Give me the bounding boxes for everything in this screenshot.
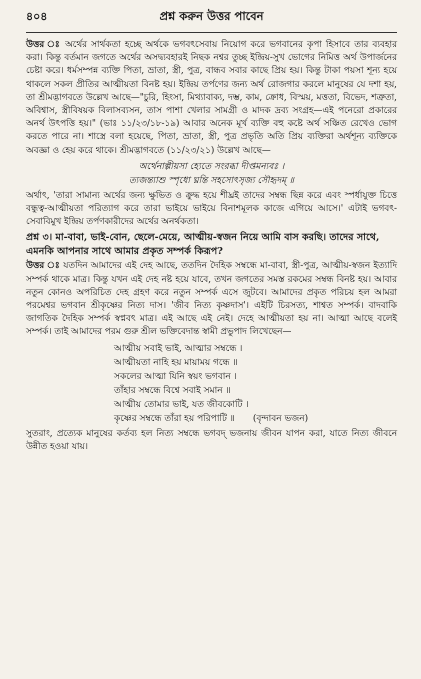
sanskrit-verse — [26, 160, 397, 188]
poem-line: তাঁহার সম্বন্ধে বিশ্বে সবাই সমান ॥ — [114, 385, 231, 396]
sanskrit-line-2: ত্যজন্ত্যাশু স্পৃধো ঘ্নন্তি সহসোৎসৃজ্য সৌহৃদম্ ॥ — [128, 175, 295, 186]
poem-line: আত্মীয়তা নাহি হয় মায়াময় গন্ধে ॥ — [114, 357, 238, 368]
poem-line: আত্মীয় তোমার ভাই, যত জীবকোটি । — [114, 399, 249, 410]
answer-paragraph-3 — [26, 260, 397, 339]
answer-text: অর্থের সার্থকতা হচ্ছে অর্থকে ভগবৎসেবায় নিয়োগ করে ভগবানের কৃপা হিসাবে তার ব্যবহার করা। কিন্তু বর্তমান জগতে অর্থের অসদ্ব্যবহারই নিছক নশ্বর তুচ্ছ ইন্দ্রিয়-সুখ ভোগের নিমিত্ত অর্থ উপার্জনের চেষ্টা করে। ধর্মসম্পন্ন ব্যক্তি পিতা, ভ্রাতা, স্ত্রী, পুত্র, বান্ধব সবার কাছে প্রিয় হয়। কিন্তু টাকা পয়সা শূন্য হয়ে থাকলে সকল প্রীতির আত্মীয়তা বিনষ্ট হয়। ইন্দ্রিয় তর্পণের জন্য অর্থ রোজগার করলে মানুষের যে দশা হয়, তা শ্রীমদ্ভাগবতে উল্লেখ আছে—"চুরি, হিংসা, মিথ্যাবাক্য, দম্ভ, কাম, ক্রোধ, বিস্ময়, মত্ততা, বিভেদ, শত্রুতা, অবিশ্বাস, স্ত্রীবিষয়ক বিলাসব্যসন, তাস পাশা খেলার সামগ্রী ও মাদক দ্রব্য সংগ্রহ—এই পনেরো প্রকারের অনর্থ উৎপত্তি হয়।" (ভাঃ ১১/২৩/১৮-১৯) আবার অনেক মূর্খ ব্যক্তি বহু কষ্টে অর্থ সঞ্চিত রেখেও ভোগ করতে পারে না। শাস্ত্রে বলা হয়েছে, পিতা, ভ্রাতা, স্ত্রী, পুত্র প্রভৃতি অতি প্রিয় ব্যক্তিরা অর্থশূন্য ব্যক্তিকে অবজ্ঞা ও হেয় করে থাকে। শ্রীমদ্ভাগবতে (১১/২৩/২১) উল্লেখ আছে— — [26, 40, 397, 156]
poem-line — [114, 412, 397, 426]
poem-line: সকলের আত্মা যিনি স্বয়ং ভগবান । — [114, 371, 237, 382]
page-number: ৪০৪ — [26, 10, 48, 23]
conclusion-paragraph: সুতরাং, প্রত্যেক মানুষের কর্তব্য হল নিত্য সম্বন্ধে ভগবদ্ ভজনায় জীবন যাপন করা, যাতে নিত্য জীবনে উন্নীত হওয়া যায়। — [26, 428, 397, 452]
poem-line: আত্মীয় সবাই ভাই, আত্মার সম্বন্ধে । — [114, 343, 243, 354]
translation-paragraph: অর্থাৎ, 'তারা সামান্য অর্থের জন্য ক্ষুভিত ও ক্রুদ্ধ হয়ে শীঘ্রই তাদের সম্বন্ধ ছিন্ন করে এবং স্পর্ধাযুক্ত চিত্তে বন্ধুত্ব-আত্মীয়তা পরিত্যাগ করে তারা ভাইয়ে ভাইয়ে বিনাশমূলক কাজে এগিয়ে আসে।' এটাই ভগবৎ-সেবাবিমুখ ইন্দ্রিয় তর্পণকারীদের অর্থের অনর্থকতা। — [26, 190, 397, 228]
poem-source: (বৃন্দাবন ভজন) — [252, 413, 309, 424]
page-header — [26, 8, 397, 30]
sanskrit-line-1: অর্থেনাল্পীয়সা হ্যেতে সংরব্ধা দীপ্তমন্যবঃ । — [138, 161, 285, 172]
answer-text: যতদিন আমাদের এই দেহ আছে, ততদিন দৈহিক সম্বন্ধে মা-বাবা, স্ত্রী-পুত্র, আত্মীয়-স্বজন ইত্যাদি সম্পর্ক থাকে মাত্র। কিন্তু যখন এই দেহ নষ্ট হয়ে যাবে, তখন জগতের সমস্ত রকমের সম্বন্ধ বিনষ্ট হয়। আবার নতুন কোনও অপরিচিত দেহ গ্রহণ করে নতুন সম্পর্ক এসে জুটবে। আমাদের প্রকৃত পরিচয় হল আমরা পরমেশ্বর ভগবান শ্রীকৃষ্ণের নিত্য দাস। 'জীব নিত্য কৃষ্ণদাস'। এইটি চিরসত্য, শাশ্বত সম্পর্ক। বাদবাকি জাগতিক দৈহিক সম্পর্ক স্বপ্নবৎ মাত্র। এই আছে এই নেই। দেহে আত্মীয়তা হয় না। আত্মা আছে বলেই সম্পর্ক। তাই আমাদের পরম গুরু শ্রীল ভক্তিবেদান্ত স্বামী প্রভুপাদ লিখেছেন— — [26, 261, 397, 338]
question-3 — [26, 231, 397, 258]
question-text: মা-বাবা, ভাই-বোন, ছেলে-মেয়ে, আত্মীয়-স্বজন নিয়ে আমি বাস করছি। তাদের সাথে, এমনকি আপনার সাথে আমার প্রকৃত সম্পর্ক কিরূপ? — [26, 232, 380, 257]
running-title: প্রশ্ন করুন উত্তর পাবেন — [159, 9, 264, 23]
answer-paragraph-1 — [26, 39, 397, 158]
answer-label: উত্তর ঃ — [26, 40, 61, 50]
answer-label: উত্তর ঃ — [26, 261, 61, 272]
question-label: প্রশ্ন ৩। — [26, 232, 53, 244]
poem — [114, 342, 397, 426]
header-rule — [26, 32, 397, 33]
poem-line-text: কৃষ্ণের সম্বন্ধে তাঁরা হয় পরিপাটি ॥ — [114, 413, 235, 424]
